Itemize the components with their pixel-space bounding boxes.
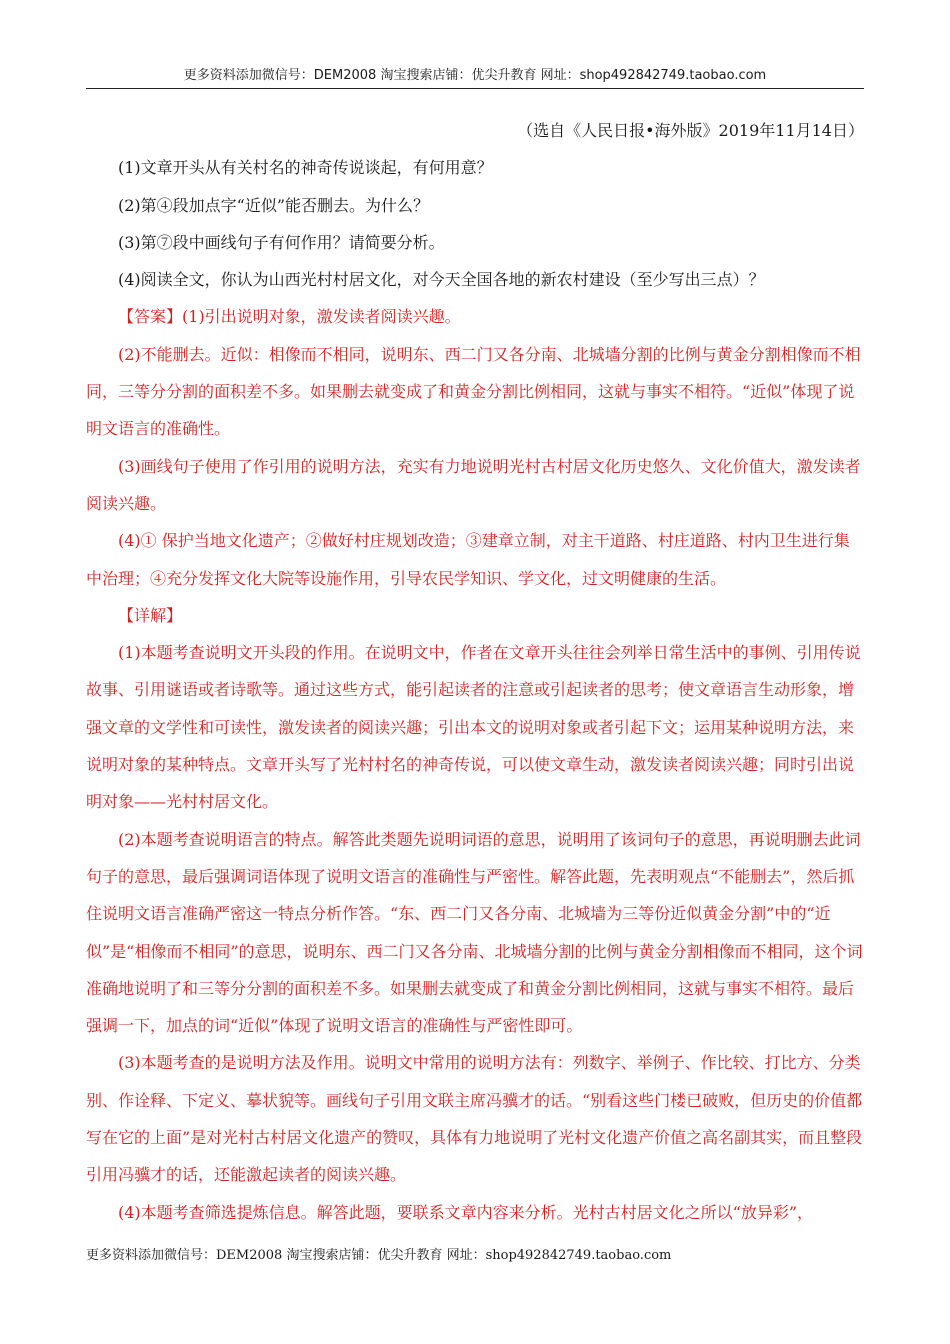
explain-2: (2)本题考查说明语言的特点。解答此类题先说明词语的意思，说明用了该词句子的意思，再说明删去此词句子的意思，最后强调词语体现了说明文语言的准确性与严密性。解答此题，先表明观点“不能删去”，然后抓住说明文语言准确严密这一特点分析作答。“东、西二门又各分南、北城墙为三等份近似黄金分割”中的“近似”是“相像而不相同”的意思，说明东、西二门又各分南、北城墙分割的比例与黄金分割相像而不相同，这个词准确地说明了和三等分分割的面积差不多。如果删去就变成了和黄金分割比例相同，这就与事实不相符。最后强调一下，加点的词“近似”体现了说明文语言的准确性与严密性即可。	[86, 829, 863, 1036]
document-body	[86, 112, 864, 1231]
question-4: (4)阅读全文，你认为山西光村村居文化，对今天全国各地的新农村建设（至少写出三点）？	[118, 270, 765, 290]
question-1: (1)文章开头从有关村名的神奇传说谈起，有何用意？	[118, 158, 493, 178]
question-3: (3)第⑦段中画线句子有何作用？请简要分析。	[118, 232, 445, 252]
explain-1: (1)本题考查说明文开头段的作用。在说明文中，作者在文章开头往往会列举日常生活中的事例、引用传说故事、引用谜语或者诗歌等。通过这些方式，能引起读者的注意或引起读者的思考；使文章语言生动形象，增强文章的文学性和可读性，激发读者的阅读兴趣；引出本文的说明对象或者引起下文；运用某种说明方法，来说明对象的某种特点。文章开头写了光村村名的神奇传说，可以使文章生动，激发读者阅读兴趣；同时引出说明对象——光村村居文化。	[86, 643, 861, 812]
answer-1-text: (1)引出说明对象，激发读者阅读兴趣。	[182, 307, 461, 327]
explain-tag: 【详解】	[118, 605, 183, 625]
answer-1	[86, 298, 864, 335]
explain-4: (4)本题考查筛选提炼信息。解答此题，要联系文章内容来分析。光村古村居文化之所以“放异彩”，	[118, 1202, 814, 1222]
answer-4: (4)① 保护当地文化遗产；②做好村庄规划改造；③建章立制，对主干道路、村庄道路、村内卫生进行集中治理；④充分发挥文化大院等设施作用，引导农民学知识、学文化，过文明健康的生活。	[86, 531, 850, 588]
answer-3: (3)画线句子使用了作引用的说明方法，充实有力地说明光村古村居文化历史悠久、文化价值大，激发读者阅读兴趣。	[86, 456, 861, 513]
question-2: (2)第④段加点字“近似”能否删去。为什么？	[118, 195, 430, 215]
answer-2: (2)不能删去。近似：相像而不相同，说明东、西二门又各分南、北城墙分割的比例与黄金分割相像而不相同，三等分分割的面积差不多。如果删去就变成了和黄金分割比例相同，这就与事实不相符。“近似”体现了说明文语言的准确性。	[86, 344, 861, 439]
explain-3: (3)本题考查的是说明方法及作用。说明文中常用的说明方法有：列数字、举例子、作比较、打比方、分类别、作诠释、下定义、摹状貌等。画线句子引用文联主席冯骥才的话。“别看这些门楼已破败，但历史的价值都写在它的上面”是对光村古村居文化遗产的赞叹，具体有力地说明了光村文化遗产价值之高名副其实，而且整段引用冯骥才的话，还能激起读者的阅读兴趣。	[86, 1053, 863, 1185]
page-footer: 更多资料添加微信号：DEM2008 淘宝搜索店铺：优尖升教育 网址：shop492842749.taobao.com	[86, 1248, 672, 1263]
header-divider	[86, 88, 864, 89]
page-header: 更多资料添加微信号：DEM2008 淘宝搜索店铺：优尖升教育 网址：shop492842749.taobao.com	[183, 68, 767, 83]
source-citation: （选自《人民日报•海外版》2019年11月14日）	[517, 121, 864, 140]
answer-tag: 【答案】	[118, 307, 183, 327]
